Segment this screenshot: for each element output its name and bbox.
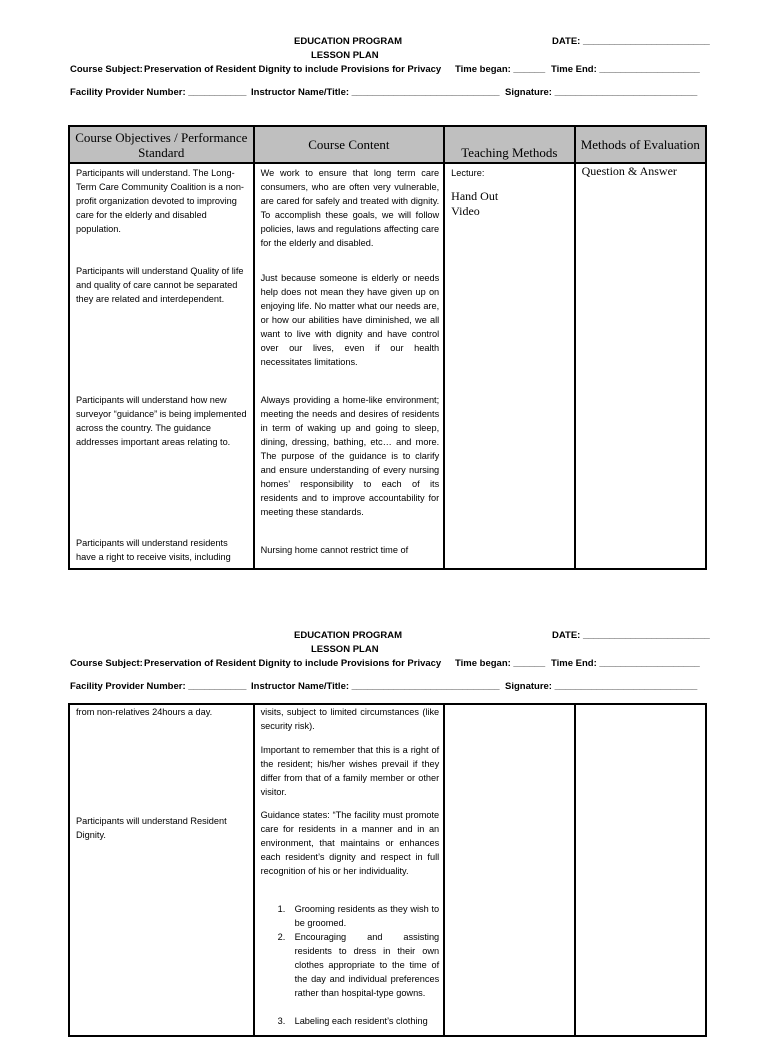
content-text: visits, subject to limited circumstances (like security risk).	[260, 707, 440, 731]
objectives-cell	[69, 704, 254, 1036]
objectives-cell	[69, 163, 254, 569]
table-row	[69, 163, 706, 569]
objective-text: Participants will understand how new surveyor “guidance” is being implemented across the country. The guidance addresses important areas relating to.	[76, 395, 247, 447]
course-subject-label: Course Subject:	[70, 658, 143, 669]
facility-provider-field: Facility Provider Number: ___________	[70, 87, 247, 98]
objective-text: from non-relatives 24hours a day.	[76, 707, 213, 717]
column-header-content: Course Content	[254, 126, 445, 163]
column-header-objectives: Course Objectives / Performance Standard	[69, 126, 254, 163]
signature-field: Signature: ___________________________	[505, 681, 698, 692]
content-text: Always providing a home-like environment; meeting the needs and desires of residents in term of waking up and going to sleep, dining, dressing, bathing, etc… and more. The purpose of the guidance is to clarify and ensure understanding of every nursing homes’ responsibility to each of its residents and to improve accountability for meeting these standards.	[260, 395, 440, 517]
methods-cell	[444, 704, 574, 1036]
time-end-field: Time End: ___________________	[551, 64, 700, 75]
list-item: 2. Encouraging and assisting residents to dress in their own clothes appropriate to the time of the day and individual preferences rather than hospital-type gowns.	[277, 932, 440, 998]
instructor-field: Instructor Name/Title: ____________________________	[251, 681, 500, 692]
column-header-evaluation: Methods of Evaluation	[575, 126, 706, 163]
method-video: Video	[451, 204, 480, 218]
column-header-methods: Teaching Methods	[444, 126, 574, 163]
instructor-field: Instructor Name/Title: ____________________________	[251, 87, 500, 98]
facility-provider-field: Facility Provider Number: ___________	[70, 681, 247, 692]
objective-text: Participants will understand Resident Dignity.	[76, 816, 227, 840]
objective-text: Participants will understand. The Long-Term Care Community Coalition is a non-profit organization devoted to improving care for the elderly and disabled population.	[76, 168, 244, 234]
course-subject-label: Course Subject:	[70, 64, 143, 75]
methods-cell	[444, 163, 574, 569]
method-handout: Hand Out	[451, 189, 499, 203]
time-began-field: Time began: ______	[455, 658, 546, 669]
lesson-plan-table-continued	[68, 703, 707, 1037]
course-subject-value: Preservation of Resident Dignity to include Provisions for Privacy	[144, 658, 442, 669]
plan-title: LESSON PLAN	[311, 644, 379, 655]
program-title: EDUCATION PROGRAM	[294, 630, 403, 641]
content-text: Just because someone is elderly or needs help does not mean they have given up on enjoying life. No matter what our needs are, or how our abilities have diminished, we all want to live with dignity and have control over our lives, even if our health necessitates limitations.	[260, 273, 440, 367]
table-row	[69, 704, 706, 1036]
lesson-plan-page-2	[0, 594, 768, 1024]
evaluation-cell	[575, 704, 706, 1036]
date-field: DATE: ________________________	[552, 36, 710, 47]
method-lecture: Lecture:	[451, 168, 485, 178]
content-text: Important to remember that this is a right of the resident; his/her wishes prevail if they differ from that of a family member or other visitor.	[260, 745, 440, 797]
signature-field: Signature: ___________________________	[505, 87, 698, 98]
program-title: EDUCATION PROGRAM	[294, 36, 403, 47]
time-began-field: Time began: ______	[455, 64, 546, 75]
list-item: 3. Labeling each resident’s clothing	[277, 1016, 428, 1026]
content-cell	[254, 704, 445, 1036]
date-field: DATE: ________________________	[552, 630, 710, 641]
list-item: 1. Grooming residents as they wish to be groomed.	[277, 904, 440, 928]
lesson-plan-table	[68, 125, 707, 570]
content-cell	[254, 163, 445, 569]
content-text: We work to ensure that long term care consumers, who are often very vulnerable, are cared for safely and treated with dignity. To accomplish these goals, we will follow policies, laws and regulations affecting care for the elderly and disabled.	[260, 168, 440, 248]
evaluation-text: Question & Answer	[581, 164, 677, 178]
objective-text: Participants will understand residents have a right to receive visits, including	[76, 538, 231, 562]
objective-text: Participants will understand Quality of life and quality of care cannot be separated they are related and interdependent.	[76, 266, 244, 304]
time-end-field: Time End: ___________________	[551, 658, 700, 669]
course-subject-value: Preservation of Resident Dignity to include Provisions for Privacy	[144, 64, 442, 75]
plan-title: LESSON PLAN	[311, 50, 379, 61]
content-text: Guidance states: “The facility must promote care for residents in a manner and in an environment, that maintains or enhances each resident’s dignity and respect in full recognition of his or her individuality.	[260, 810, 440, 876]
content-text: Nursing home cannot restrict time of	[260, 545, 409, 555]
evaluation-cell	[575, 163, 706, 569]
table-header-row	[69, 126, 706, 163]
